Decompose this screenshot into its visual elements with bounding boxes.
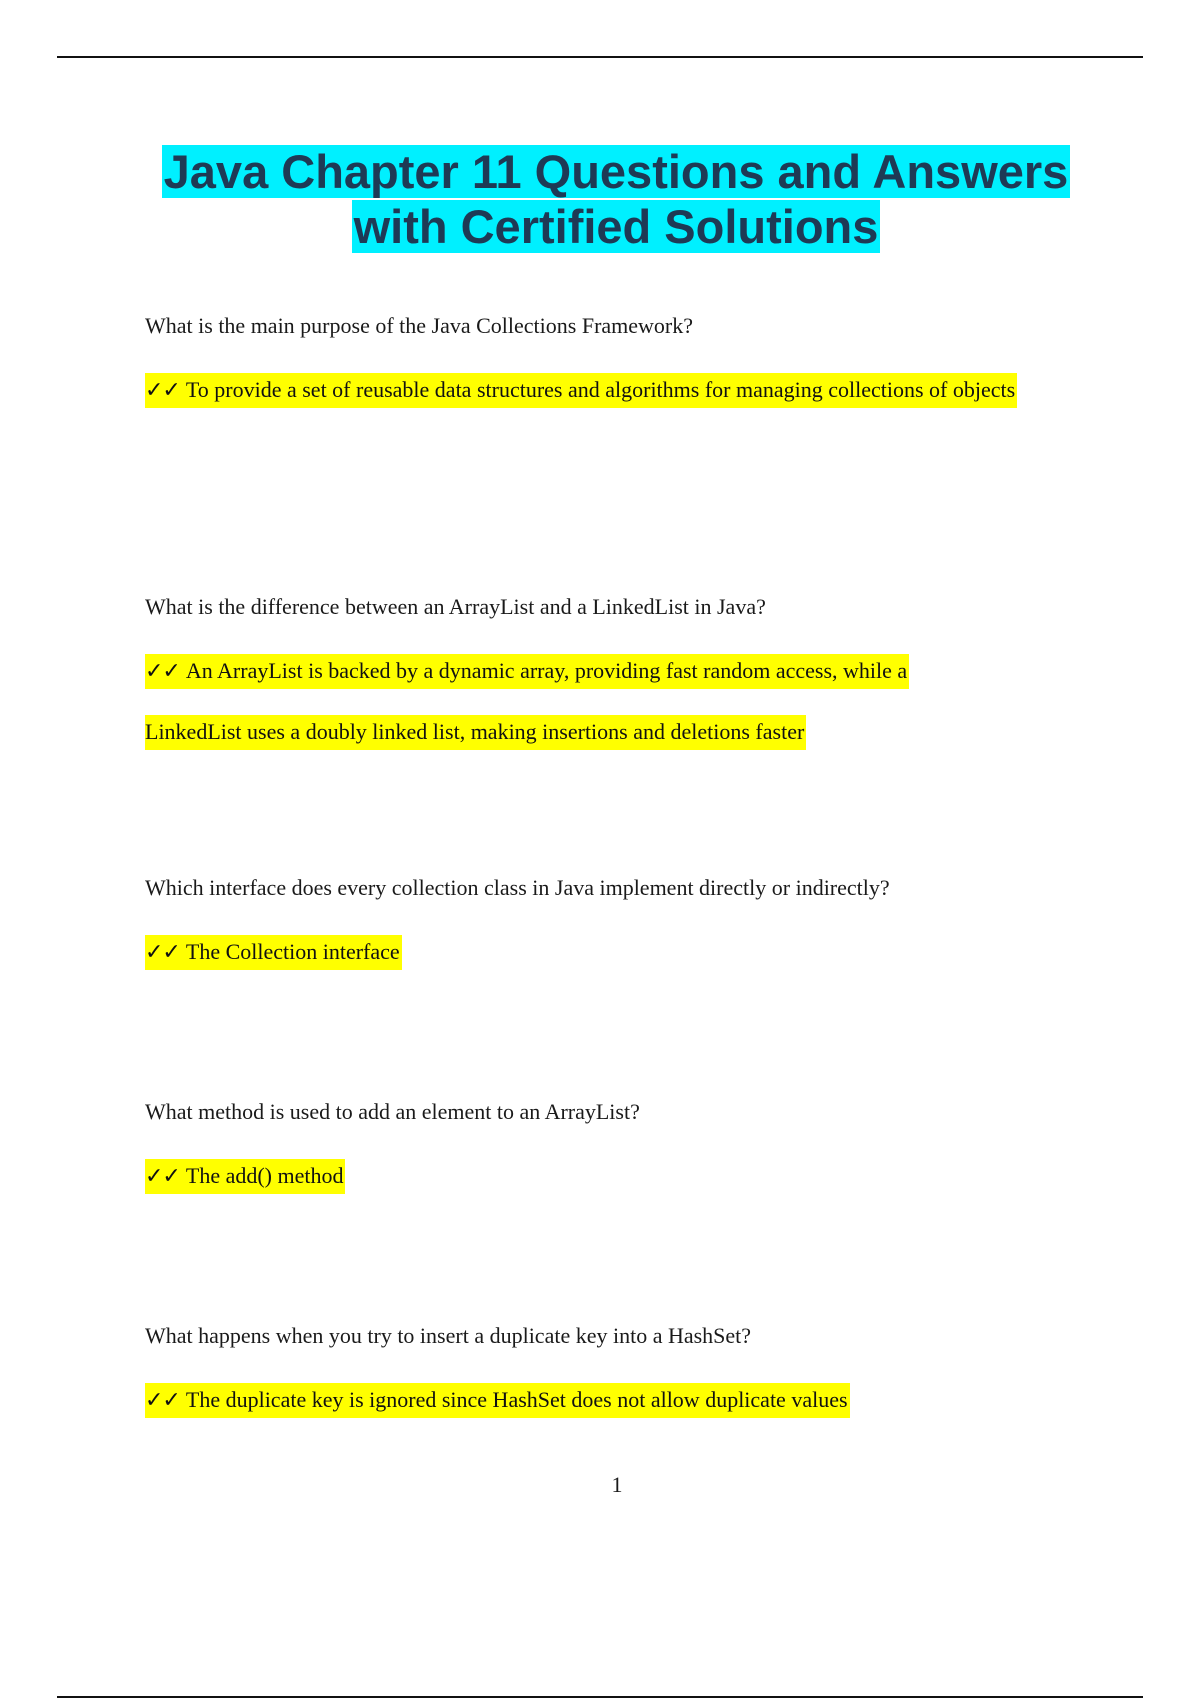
question-text: What is the main purpose of the Java Collections Framework? xyxy=(145,313,694,338)
question-text: What happens when you try to insert a duplicate key into a HashSet? xyxy=(145,1323,752,1348)
double-check-icon: ✓✓ xyxy=(145,1164,180,1189)
double-check-icon: ✓✓ xyxy=(145,378,180,403)
header-rule xyxy=(57,56,1143,58)
question-text: Which interface does every collection class in Java implement directly or indirectly? xyxy=(145,875,890,900)
answer-highlight xyxy=(145,1383,850,1418)
answer-block xyxy=(145,1146,1045,1207)
answer-text: An ArrayList is backed by a dynamic array, providing fast random access, while a LinkedList uses a doubly linked list, making insertions and deletions faster xyxy=(145,658,908,744)
answer-highlight xyxy=(145,1159,345,1194)
answer-block xyxy=(145,360,1045,421)
answer-highlight xyxy=(145,935,402,970)
document-title xyxy=(100,144,1132,254)
answer-text: The Collection interface xyxy=(185,939,400,964)
qa-item xyxy=(145,874,1045,983)
double-check-icon: ✓✓ xyxy=(145,1388,180,1413)
answer-block xyxy=(145,641,1005,762)
title-line-2: with Certified Solutions xyxy=(353,200,879,253)
qa-item xyxy=(145,1098,1045,1207)
double-check-icon: ✓✓ xyxy=(145,940,180,965)
answer-block xyxy=(145,922,1045,983)
answer-text: To provide a set of reusable data structures and algorithms for managing collections of objects xyxy=(185,377,1016,402)
question-text: What method is used to add an element to an ArrayList? xyxy=(145,1099,640,1124)
answer-highlight xyxy=(145,654,909,750)
footer-rule xyxy=(57,1696,1143,1698)
answer-text: The add() method xyxy=(185,1163,344,1188)
double-check-icon: ✓✓ xyxy=(145,659,180,684)
answer-highlight xyxy=(145,373,1017,408)
title-line-1: Java Chapter 11 Questions and Answers xyxy=(163,145,1069,198)
question-text: What is the difference between an ArrayList and a LinkedList in Java? xyxy=(145,594,766,619)
qa-item xyxy=(145,593,1005,762)
page-number: 1 xyxy=(611,1472,623,1497)
qa-item xyxy=(145,1322,1045,1431)
answer-block xyxy=(145,1370,1045,1431)
qa-item xyxy=(145,312,1045,421)
answer-text: The duplicate key is ignored since HashSet does not allow duplicate values xyxy=(185,1387,848,1412)
